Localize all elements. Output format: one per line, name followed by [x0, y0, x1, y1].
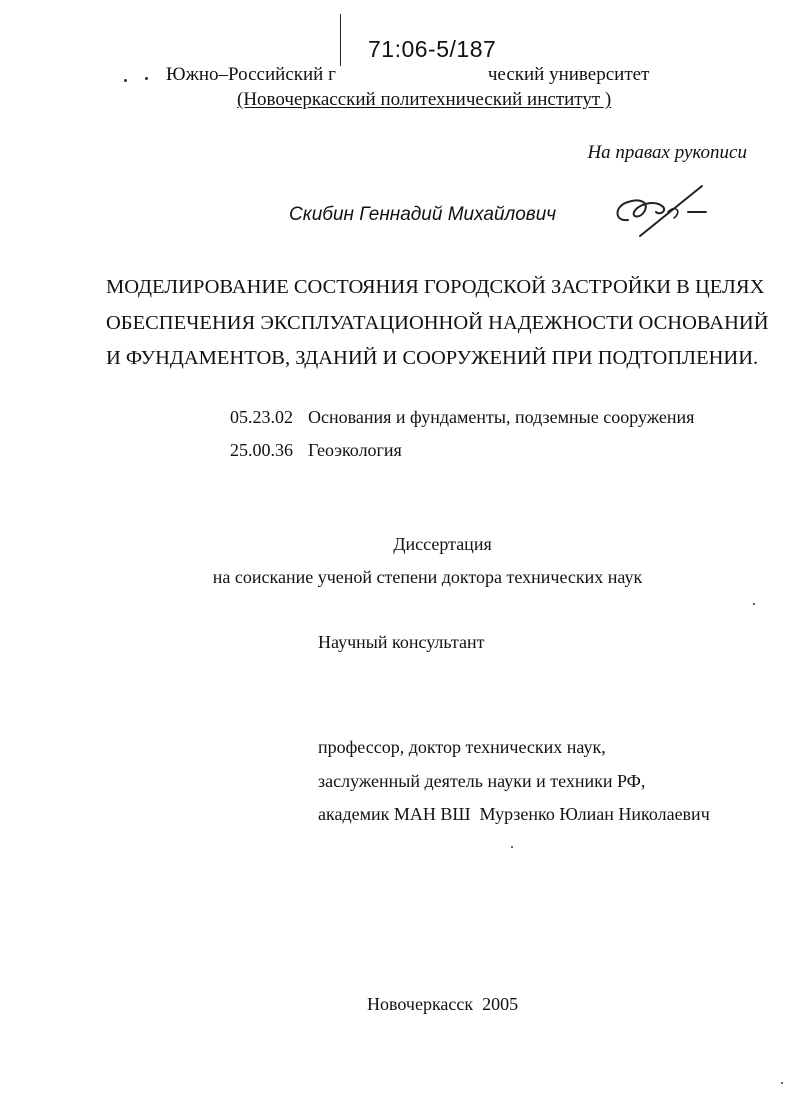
rights-note: На правах рукописи	[587, 142, 747, 163]
consultant-line: заслуженный деятель науки и техники РФ,	[318, 770, 646, 791]
consultant-label: Научный консультант	[318, 632, 485, 652]
university-name	[166, 64, 649, 86]
university-name-obscured	[336, 70, 488, 82]
catalog-number: 71:06-5/187	[368, 36, 497, 62]
scan-speck	[145, 77, 148, 80]
scan-speck	[753, 603, 755, 605]
specialty-code: 25.00.36	[230, 440, 293, 460]
consultant-line: профессор, доктор технических наук,	[318, 737, 606, 757]
consultant-info	[318, 731, 710, 832]
university-name-left: Южно–Российский г	[166, 64, 336, 85]
specialty-list	[230, 401, 694, 467]
title-line: МОДЕЛИРОВАНИЕ СОСТОЯНИЯ ГОРОДСКОЙ ЗАСТРОЙКИ В ЦЕЛЯХ	[106, 276, 765, 298]
dissertation-title	[106, 270, 769, 377]
signature	[610, 182, 710, 240]
specialty-name: Геоэкология	[308, 440, 402, 460]
title-line: И ФУНДАМЕНТОВ, ЗДАНИЙ И СООРУЖЕНИЙ ПРИ ПОДТОПЛЕНИИ.	[106, 347, 759, 369]
author-name: Скибин Геннадий Михайлович	[289, 204, 557, 225]
scan-vertical-line	[340, 14, 341, 66]
city-year: Новочеркасск 2005	[367, 994, 519, 1014]
dissertation-degree: на соискание ученой степени доктора технических наук	[212, 567, 643, 587]
institute-name: (Новочеркасский политехнический институт )	[237, 89, 612, 110]
title-line: ОБЕСПЕЧЕНИЯ ЭКСПЛУАТАЦИОННОЙ НАДЕЖНОСТИ ОСНОВАНИЙ	[106, 311, 769, 334]
specialty-name: Основания и фундаменты, подземные сооружения	[308, 407, 695, 427]
scan-speck	[124, 79, 127, 82]
consultant-line: академик МАН ВШ Мурзенко Юлиан Николаевич	[318, 804, 710, 824]
university-name-right: ческий университет	[487, 64, 650, 85]
scan-speck	[781, 1082, 783, 1084]
scan-speck	[511, 846, 513, 848]
specialty-row	[230, 434, 694, 467]
dissertation-type: Диссертация	[393, 534, 492, 554]
specialty-code: 05.23.02	[230, 407, 293, 427]
specialty-row	[230, 401, 694, 434]
